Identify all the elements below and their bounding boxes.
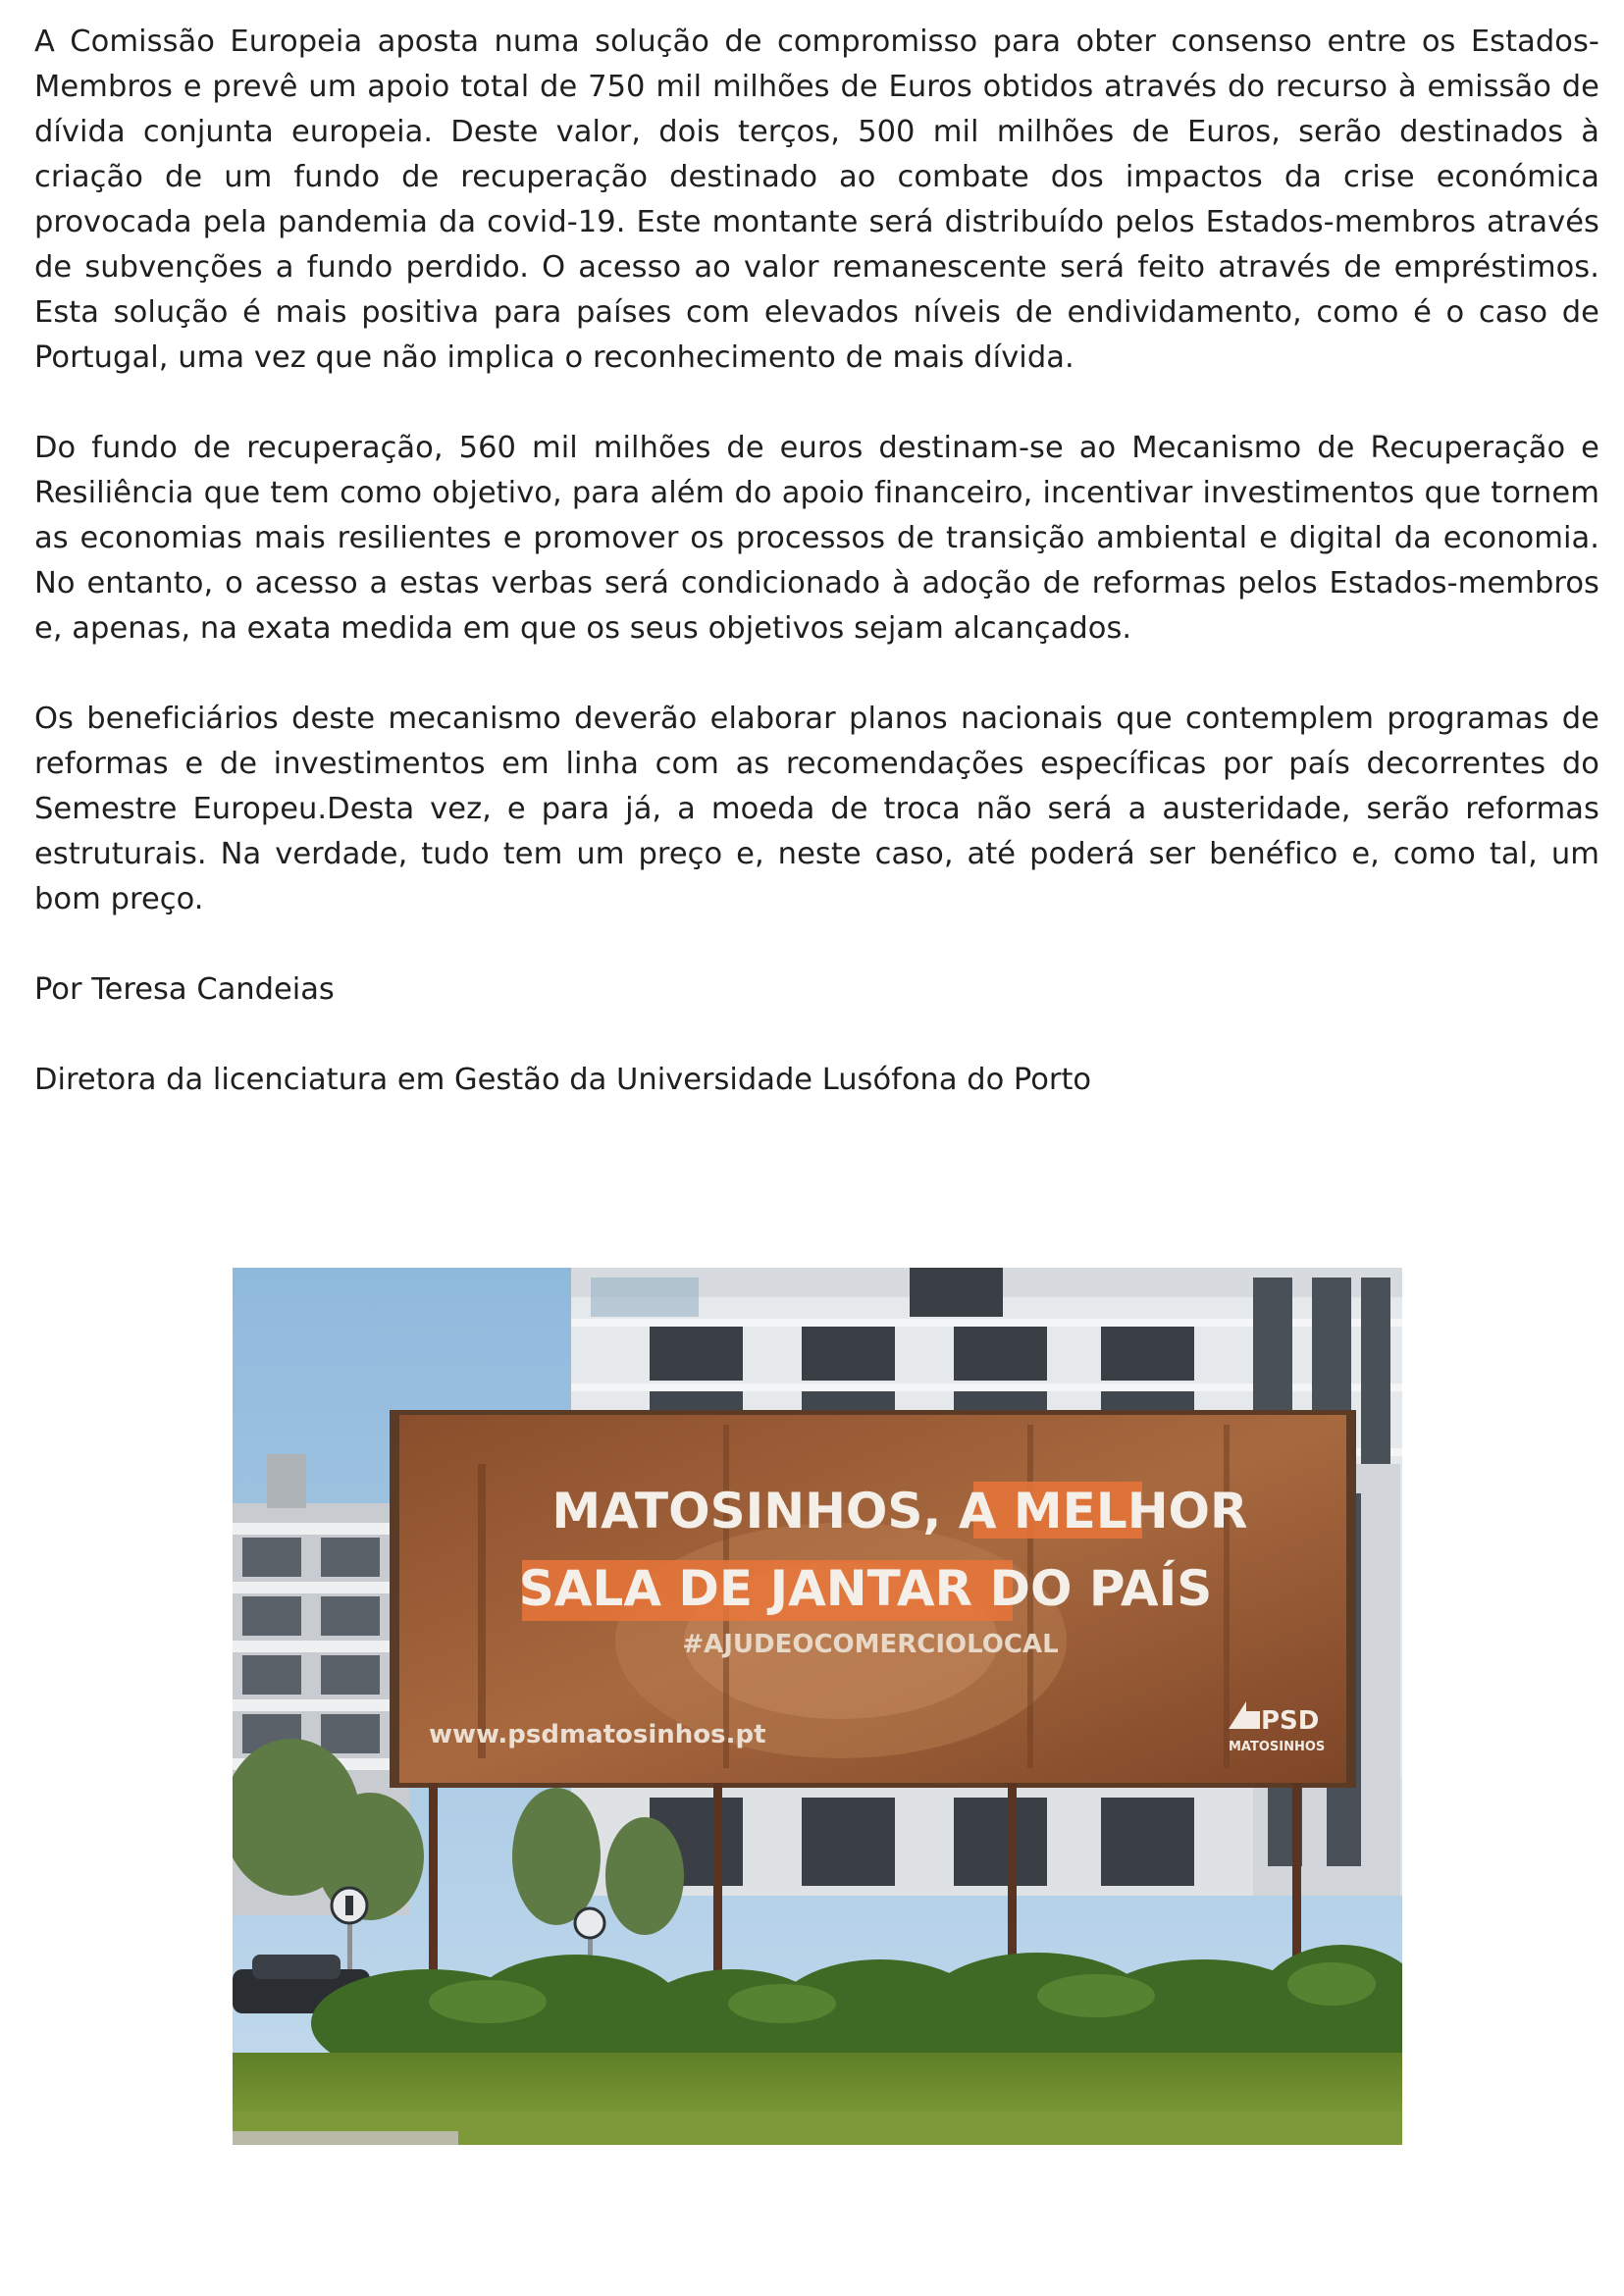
billboard-hashtag: #AJUDEOCOMERCIOLOCAL (682, 1630, 1059, 1659)
article-paragraph-2: Do fundo de recuperação, 560 mil milhões de euros destinam-se ao Mecanismo de Recuperação e Resiliência que tem como objetivo, para além do apoio financeiro, incentivar investimentos que tornem as economias mais resilientes e promover os processos de transição ambiental e digital da economia. No entanto, o acesso a estas verbas será condicionado à adoção de reformas pelos Estados-membros e, apenas, na exata medida em que os seus objetivos sejam alcançados. (34, 431, 1599, 646)
psd-logo-sub: MATOSINHOS (1229, 1740, 1326, 1754)
article-body (34, 20, 1599, 1103)
author-role: Diretora da licenciatura em Gestão da Universidade Lusófona do Porto (34, 1063, 1092, 1097)
billboard-headline-line2: SALA DE JANTAR DO PAÍS (518, 1560, 1213, 1617)
author-name: Por Teresa Candeias (34, 972, 335, 1007)
psd-logo-name: PSD (1261, 1706, 1320, 1736)
article-paragraph-3: Os beneficiários deste mecanismo deverão elaborar planos nacionais que contemplem programas de reformas e de investimentos em linha com as recomendações específicas por país decorrentes do Semestre Europeu.Desta vez, e para já, a moeda de troca não será a austeridade, serão reformas estruturais. Na verdade, tudo tem um preço e, neste caso, até poderá ser benéfico e, como tal, um bom preço. (34, 702, 1599, 916)
article-paragraph-1: A Comissão Europeia aposta numa solução de compromisso para obter consenso entre os Estados-Membros e prevê um apoio total de 750 mil milhões de Euros obtidos através do recurso à emissão de dívida conjunta europeia. Deste valor, dois terços, 500 mil milhões de Euros, serão destinados à criação de um fundo de recuperação destinado ao combate dos impactos da crise económica provocada pela pandemia da covid-19. Este montante será distribuído pelos Estados-membros através de subvenções a fundo perdido. O acesso ao valor remanescente será feito através de empréstimos. Esta solução é mais positiva para países com elevados níveis de endividamento, como é o caso de Portugal, uma vez que não implica o reconhecimento de mais dívida. (34, 25, 1599, 375)
billboard-photo (233, 1268, 1402, 2145)
psd-logo-icon (1229, 1701, 1325, 1754)
billboard (390, 1410, 1356, 1788)
billboard-headline-line1: MATOSINHOS, A MELHOR (551, 1483, 1248, 1539)
billboard-url: www.psdmatosinhos.pt (429, 1720, 766, 1749)
